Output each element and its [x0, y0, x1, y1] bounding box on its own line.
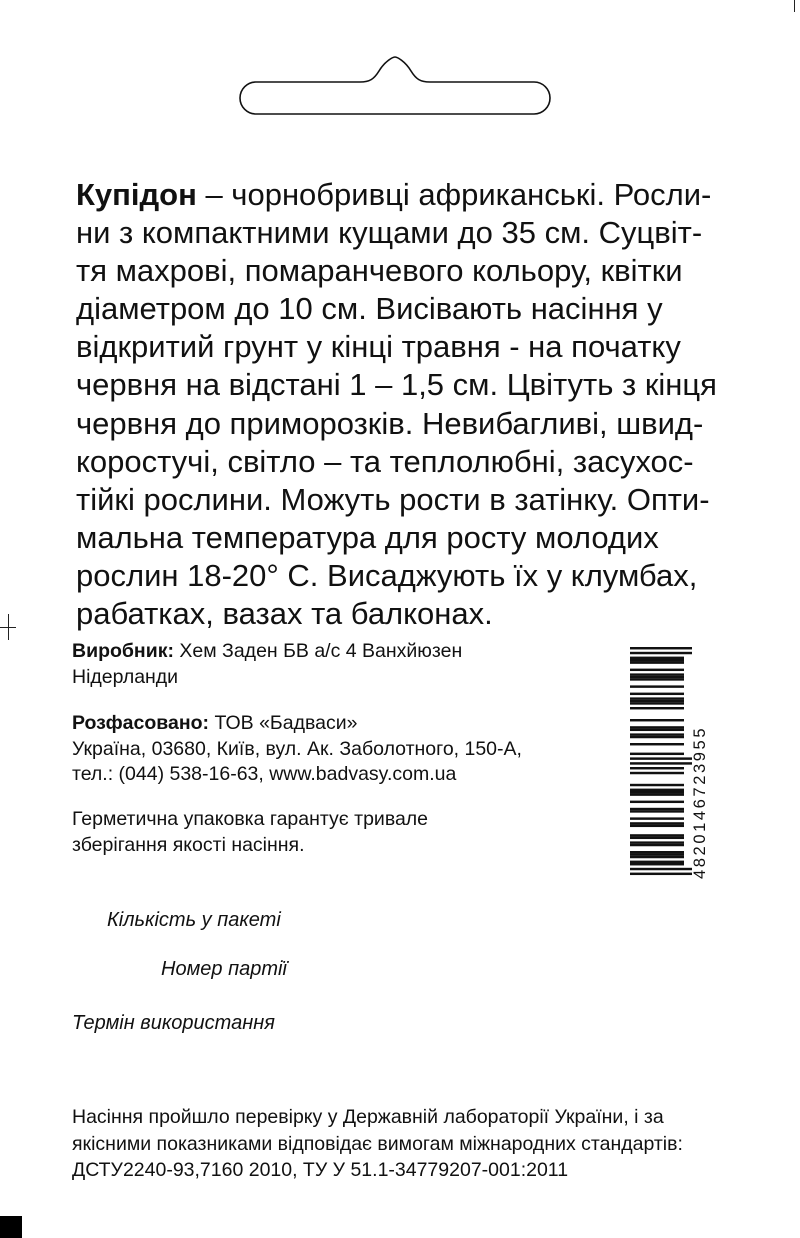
barcode-bar [630, 652, 692, 654]
description-line-7: червня до приморозків. Невибагливі, швид- [76, 405, 704, 441]
barcode-bar [630, 772, 684, 774]
barcode-bar [630, 851, 684, 853]
storage-note [72, 807, 428, 858]
barcode-bar [630, 853, 684, 855]
certification-line-3: ДСТУ2240-93,7160 2010, ТУ У 51.1-34779207-001:2011 [72, 1159, 569, 1181]
barcode-bar [630, 868, 692, 870]
barcode-bar [630, 801, 684, 803]
barcode-graphic [628, 643, 712, 881]
barcode-bars [630, 647, 692, 875]
barcode-bar [630, 726, 684, 728]
crop-mark-top-right [794, 0, 795, 12]
description-line-12: рабатках, вазах та балконах. [76, 596, 493, 632]
batch-label: Номер партії [161, 958, 287, 980]
registration-mark [0, 1216, 22, 1238]
quantity-label: Кількість у пакеті [107, 909, 281, 931]
barcode-bar [630, 810, 684, 812]
producer-block [72, 639, 462, 690]
certification-line-1: Насіння пройшло перевірку у Державній лабораторії України, і за [72, 1106, 664, 1128]
producer-label: Виробник: [72, 640, 174, 662]
certification-line-2: якісними показниками відповідає вимогам міжнародних стандартів: [72, 1132, 683, 1155]
storage-line-1: Герметична упаковка гарантує тривале [72, 808, 429, 830]
barcode-bar [630, 793, 684, 795]
barcode-bar [630, 743, 684, 745]
barcode-bar [630, 822, 684, 824]
barcode-bar [630, 719, 684, 721]
barcode-bar [630, 841, 684, 843]
description-line-6: червня на відстані 1 – 1,5 см. Цвітуть з кінця [76, 367, 717, 403]
description-line-5: відкритий грунт у кінці травня - на початку [76, 329, 681, 365]
crop-mark-left-vertical [8, 614, 9, 640]
producer-name: Хем Заден БВ а/с 4 Ванхйюзен [173, 640, 463, 662]
description-line-3: тя махрові, помаранчевого кольору, квітки [76, 253, 683, 289]
barcode-bar [630, 700, 684, 702]
product-title: Купідон [76, 177, 197, 212]
description-line-11: рослин 18-20° С. Висаджують їх у клумбах, [76, 557, 698, 593]
description-line-10: мальна температура для росту молодих [76, 519, 659, 555]
barcode-bar [630, 844, 684, 846]
packer-address: Україна, 03680, Київ, вул. Ак. Заболотного, 150-А, [72, 737, 522, 760]
barcode-bar [630, 834, 684, 836]
barcode-bar [630, 837, 684, 839]
producer-country: Нідерланди [72, 665, 179, 688]
product-description [76, 176, 736, 633]
barcode-bar [630, 808, 684, 810]
packer-block [72, 711, 522, 788]
expiry-label: Термін використання [72, 1012, 275, 1034]
description-line-9: тійкі рослини. Можуть рости в затінку. Опти- [76, 481, 710, 517]
barcode-bar [630, 757, 692, 759]
hanger-hole-outline [238, 55, 552, 117]
certification-note [72, 1104, 683, 1184]
barcode-bar [630, 762, 692, 764]
barcode-bar [630, 733, 684, 735]
packer-contacts: тел.: (044) 538-16-63, www.badvasy.com.ua [72, 763, 457, 785]
barcode-bar [630, 657, 684, 659]
barcode-bar [630, 647, 692, 649]
description-line-2: ни з компактними кущами до 35 см. Суцвіт- [76, 215, 703, 251]
barcode-bar [630, 863, 684, 865]
barcode-bar [630, 678, 684, 680]
description-line-8: коростучі, світло – та теплолюбні, засухос- [76, 443, 694, 479]
barcode-bar [630, 791, 684, 793]
barcode-bar [630, 669, 684, 671]
barcode-bar [630, 789, 684, 791]
barcode-bar [630, 753, 684, 755]
barcode-bar [630, 729, 684, 731]
barcode-bar [630, 697, 684, 699]
packer-label: Розфасовано: [72, 712, 210, 734]
barcode-bar [630, 676, 684, 678]
packer-name: ТОВ «Бадваси» [209, 712, 358, 734]
barcode-bar [630, 767, 684, 769]
barcode-bar [630, 661, 684, 663]
barcode-bar [630, 659, 684, 661]
description-line-1: Купідон – чорнобривці африканські. Росли- [76, 177, 712, 212]
barcode-bar [630, 685, 684, 687]
barcode-bar [630, 736, 684, 738]
barcode-bar [630, 702, 684, 704]
barcode-bar [630, 861, 684, 863]
barcode-bar [630, 856, 684, 858]
storage-line-2: зберігання якості насіння. [72, 833, 305, 856]
barcode-bar [630, 873, 692, 875]
barcode-bar [630, 825, 684, 827]
description-line-4: діаметром до 10 см. Висівають насіння у [76, 291, 663, 327]
barcode-bar [630, 784, 684, 786]
barcode-bar [630, 817, 684, 819]
barcode-bar [630, 673, 684, 675]
barcode-bar [630, 693, 684, 695]
barcode-digits: 4820146723955 [691, 725, 709, 879]
barcode-bar [630, 707, 684, 709]
barcode [628, 643, 712, 881]
